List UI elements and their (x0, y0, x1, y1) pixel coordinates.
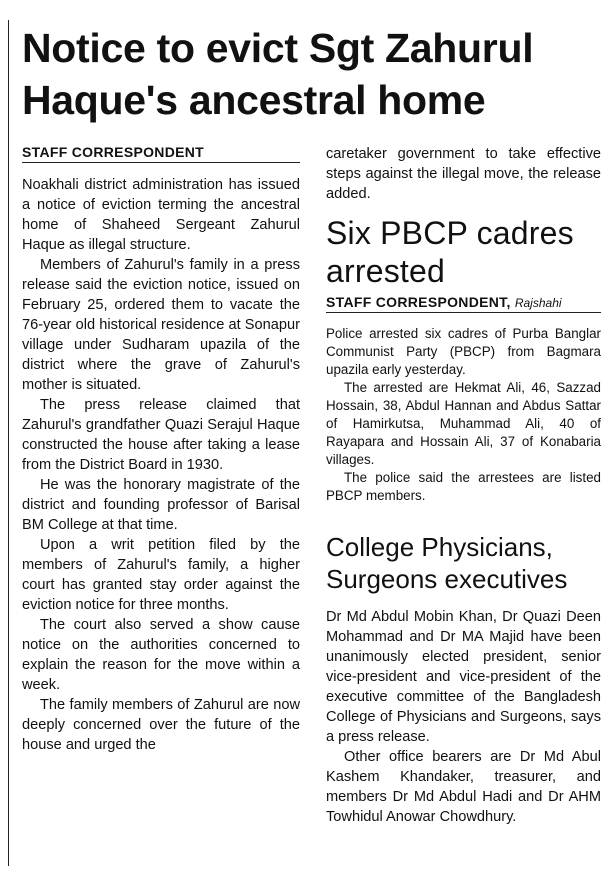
story2-location: Rajshahi (514, 296, 562, 310)
main-headline: Notice to evict Sgt Zahurul Haque's ancestral home (22, 25, 534, 123)
story1-paragraph: He was the honorary magistrate of the district and founding professor of Barisal BM College at that time. (22, 477, 300, 533)
story2-byline-name: STAFF CORRESPONDENT, (326, 294, 511, 310)
story2-byline (326, 294, 601, 313)
story1-paragraph: Upon a writ petition filed by the members of Zahurul's family, a higher court has granted stay order against the eviction notice for three months. (22, 537, 300, 613)
story1-body (22, 175, 300, 755)
story1-paragraph: The court also served a show cause notice on the authorities concerned to explain the reason for the move within a week. (22, 617, 300, 693)
story2-paragraph: The arrested are Hekmat Ali, 46, Sazzad Hossain, 38, Abdul Hannan and Abdus Sattar of Hamirkutsa, Muhammad Ali, 40 of Rayapara and Hossain Ali, 37 of Konabaria villages. (326, 380, 601, 467)
story3-paragraph: Dr Md Abdul Mobin Khan, Dr Quazi Deen Mohammad and Dr MA Majid have been unanimously elected president, senior vice-president and vice-president of the executive committee of the Bangladesh College of Physicians and Surgeons, says a press release. (326, 609, 601, 745)
story3-paragraph: Other office bearers are Dr Md Abul Kashem Khandaker, treasurer, and members Dr Md Abdul Hadi and Dr AHM Towhidul Anowar Chowdhury. (326, 749, 601, 825)
story1-paragraph: The press release claimed that Zahurul's grandfather Quazi Serajul Haque constructed the house after taking a lease from the District Board in 1930. (22, 397, 300, 473)
story1-continuation-text: caretaker government to take effective steps against the illegal move, the release added. (326, 146, 601, 202)
story2-body (326, 325, 601, 505)
story3-body (326, 607, 601, 827)
story1-paragraph: Noakhali district administration has issued a notice of eviction terming the ancestral home of Shaheed Sergeant Zahurul Haque as illegal structure. (22, 177, 300, 253)
story3-headline: College Physicians, Surgeons executives (326, 532, 568, 594)
right-column (326, 144, 601, 827)
story2-paragraph: Police arrested six cadres of Purba Banglar Communist Party (PBCP) from Bagmara upazila early yesterday. (326, 326, 601, 377)
column-rule (8, 20, 9, 866)
story1-continuation (326, 144, 601, 204)
story2-paragraph: The police said the arrestees are listed PBCP members. (326, 470, 601, 503)
story1-paragraph: The family members of Zahurul are now deeply concerned over the future of the house and urged the (22, 697, 300, 753)
story2-headline: Six PBCP cadres arrested (326, 215, 574, 289)
story1-column (22, 144, 300, 755)
story1-paragraph: Members of Zahurul's family in a press release said the eviction notice, issued on February 25, ordered them to vacate the 76-year old historical residence at Sonapur village under Sudharam upazila of the district where the grave of Zahurul's mother is situated. (22, 257, 300, 393)
story1-byline: STAFF CORRESPONDENT (22, 144, 300, 163)
